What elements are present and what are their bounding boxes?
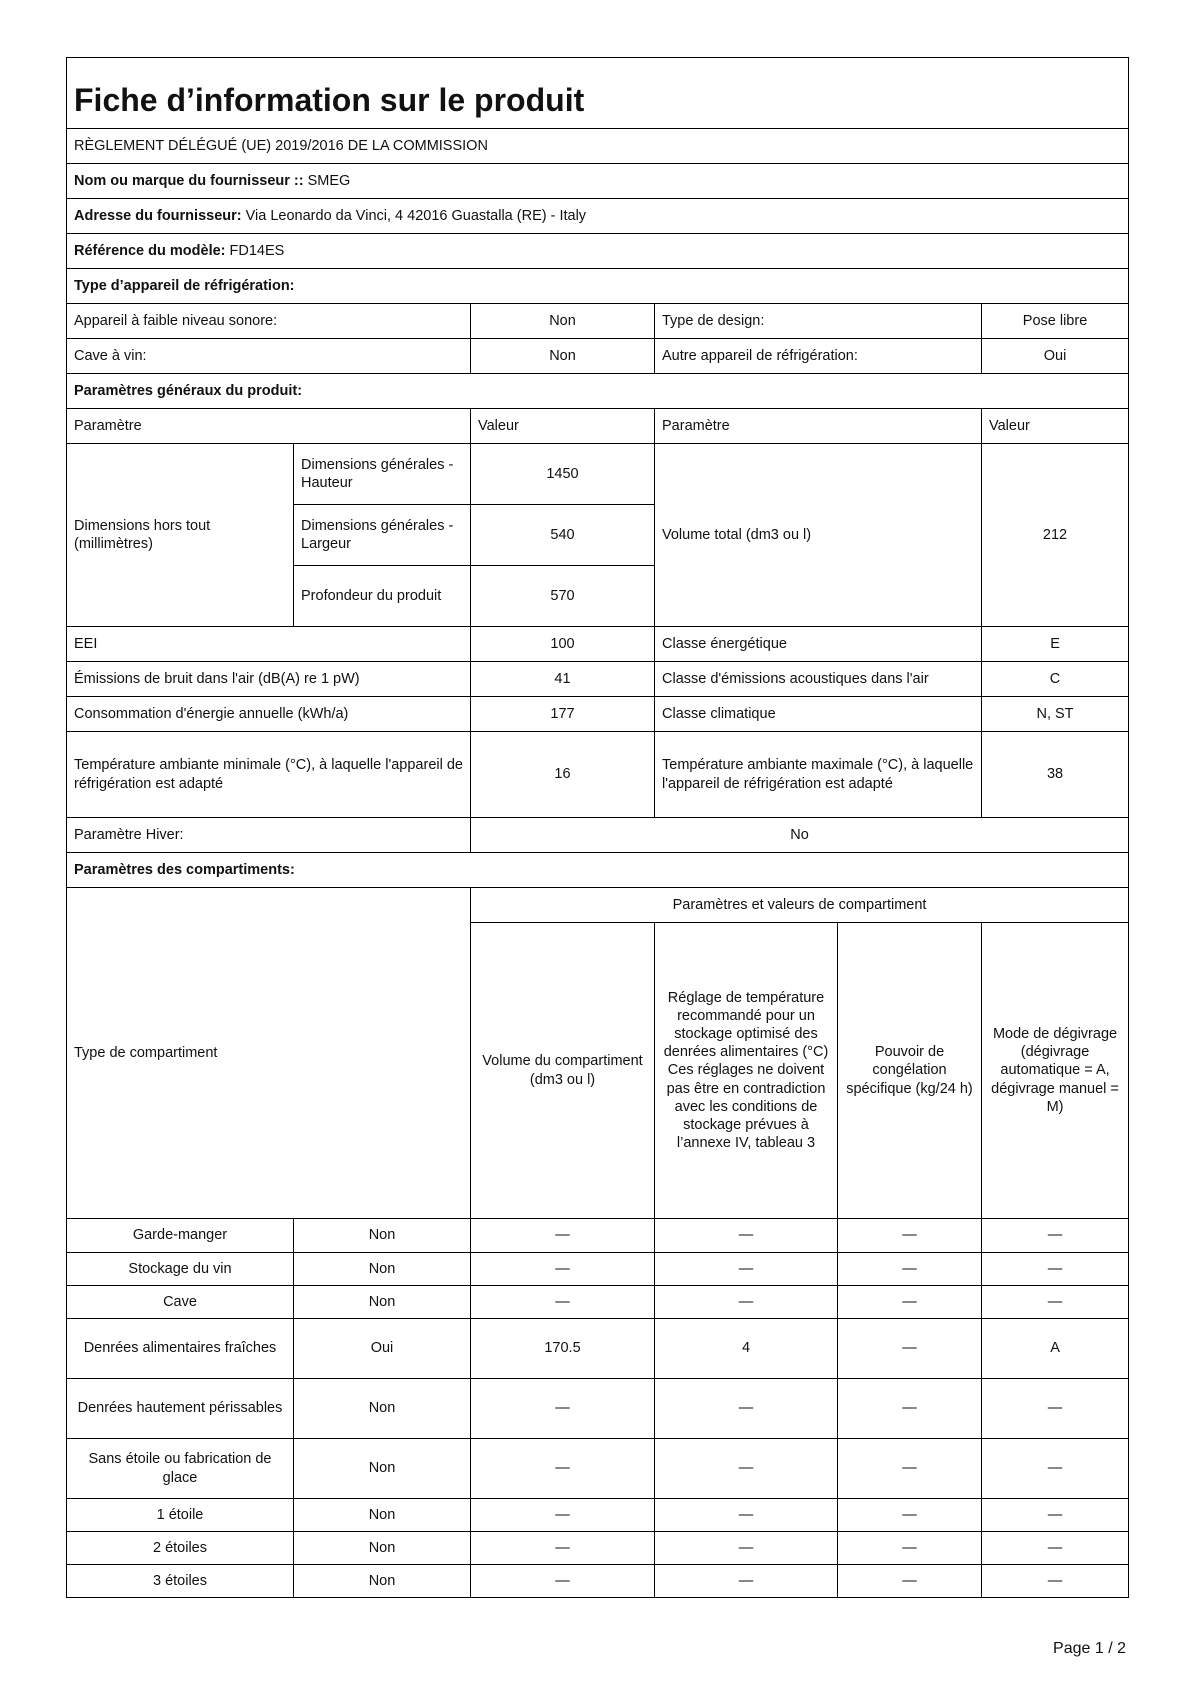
param-value: Non: [471, 339, 655, 374]
compartment-defrost-mode: —: [982, 1499, 1129, 1532]
compartment-name: Cave: [67, 1286, 294, 1319]
compartment-row: [67, 1499, 1129, 1532]
winter-value: No: [471, 818, 1129, 853]
dimensions-label: Dimensions hors tout (millimètres): [67, 444, 294, 627]
compartment-volume: —: [471, 1253, 655, 1286]
compartment-present: Oui: [294, 1319, 471, 1379]
compartment-row: [67, 1379, 1129, 1439]
compartment-volume: —: [471, 1565, 655, 1598]
param-value: N, ST: [982, 697, 1129, 732]
compartment-present: Non: [294, 1379, 471, 1439]
compartment-temperature: —: [655, 1565, 838, 1598]
general-parameters-heading: Paramètres généraux du produit:: [67, 374, 1129, 409]
general-parameter-row: [67, 662, 1129, 697]
compartment-name: Denrées hautement périssables: [67, 1379, 294, 1439]
param-value: C: [982, 662, 1129, 697]
depth-label: Profondeur du produit: [294, 566, 471, 627]
compartment-name: 1 étoile: [67, 1499, 294, 1532]
compartment-freezing-capacity: —: [838, 1286, 982, 1319]
address-row: [67, 199, 1129, 234]
height-value: 1450: [471, 444, 655, 505]
compartment-row: [67, 1319, 1129, 1379]
compartment-row: [67, 1253, 1129, 1286]
compartment-defrost-mode: —: [982, 1379, 1129, 1439]
compartment-name: 3 étoiles: [67, 1565, 294, 1598]
compartment-type-label: Type de compartiment: [67, 888, 471, 1219]
compartment-temperature: —: [655, 1253, 838, 1286]
column-header-value: Valeur: [982, 409, 1129, 444]
param-value: 38: [982, 732, 1129, 818]
address-value: Via Leonardo da Vinci, 4 42016 Guastalla (RE) - Italy: [245, 207, 587, 224]
compartment-defrost-mode: —: [982, 1565, 1129, 1598]
param-value: Pose libre: [982, 304, 1129, 339]
compartment-row: [67, 1286, 1129, 1319]
param-value: Non: [471, 304, 655, 339]
param-value: 177: [471, 697, 655, 732]
compartment-name: Garde-manger: [67, 1219, 294, 1253]
model-row: [67, 234, 1129, 269]
compartment-volume: —: [471, 1532, 655, 1565]
compartment-temperature: —: [655, 1532, 838, 1565]
total-volume-value: 212: [982, 444, 1129, 627]
compartment-temperature: 4: [655, 1319, 838, 1379]
column-header-value: Valeur: [471, 409, 655, 444]
column-header-temperature: Réglage de température recommandé pour un stockage optimisé des denrées alimentaires (°C) Ces réglages ne doivent pas être en contradiction avec les conditions de stockage prévues à l’annexe IV, tableau 3: [655, 923, 838, 1219]
compartment-group-row: [67, 888, 1129, 923]
total-volume-label: Volume total (dm3 ou l): [655, 444, 982, 627]
model-label: Référence du modèle:: [74, 242, 226, 259]
column-header-parameter: Paramètre: [655, 409, 982, 444]
general-header-row: [67, 409, 1129, 444]
general-parameter-row: [67, 697, 1129, 732]
param-value: E: [982, 627, 1129, 662]
winter-label: Paramètre Hiver:: [67, 818, 471, 853]
compartment-present: Non: [294, 1439, 471, 1499]
param-label: Type de design:: [655, 304, 982, 339]
compartment-defrost-mode: A: [982, 1319, 1129, 1379]
compartment-defrost-mode: —: [982, 1286, 1129, 1319]
compartment-defrost-mode: —: [982, 1253, 1129, 1286]
compartment-present: Non: [294, 1286, 471, 1319]
compartment-volume: —: [471, 1499, 655, 1532]
param-label: Consommation d'énergie annuelle (kWh/a): [67, 697, 471, 732]
compartment-freezing-capacity: —: [838, 1439, 982, 1499]
param-value: 16: [471, 732, 655, 818]
supplier-label: Nom ou marque du fournisseur ::: [74, 172, 304, 189]
compartments-heading: Paramètres des compartiments:: [67, 853, 1129, 888]
param-value: 100: [471, 627, 655, 662]
compartment-temperature: —: [655, 1439, 838, 1499]
compartment-freezing-capacity: —: [838, 1253, 982, 1286]
winter-parameter-row: [67, 818, 1129, 853]
compartment-temperature: —: [655, 1219, 838, 1253]
model-value: FD14ES: [229, 242, 285, 259]
compartment-volume: —: [471, 1379, 655, 1439]
supplier-value: SMEG: [307, 172, 351, 189]
param-label: Appareil à faible niveau sonore:: [67, 304, 471, 339]
param-label: Température ambiante maximale (°C), à laquelle l'appareil de réfrigération est adapté: [655, 732, 982, 818]
regulation-reference: RÈGLEMENT DÉLÉGUÉ (UE) 2019/2016 DE LA COMMISSION: [67, 129, 1129, 164]
compartment-freezing-capacity: —: [838, 1319, 982, 1379]
compartment-present: Non: [294, 1532, 471, 1565]
page-title: Fiche d’information sur le produit: [67, 58, 1129, 129]
compartment-row: [67, 1219, 1129, 1253]
param-label: Cave à vin:: [67, 339, 471, 374]
compartment-freezing-capacity: —: [838, 1499, 982, 1532]
address-label: Adresse du fournisseur:: [74, 207, 242, 224]
compartment-name: Stockage du vin: [67, 1253, 294, 1286]
param-label: Classe énergétique: [655, 627, 982, 662]
compartment-name: Denrées alimentaires fraîches: [67, 1319, 294, 1379]
param-label: Classe d'émissions acoustiques dans l'air: [655, 662, 982, 697]
column-header-parameter: Paramètre: [67, 409, 471, 444]
compartment-present: Non: [294, 1499, 471, 1532]
width-value: 540: [471, 505, 655, 566]
compartment-volume: —: [471, 1286, 655, 1319]
param-value: 41: [471, 662, 655, 697]
compartment-freezing-capacity: —: [838, 1565, 982, 1598]
appliance-type-heading: Type d’appareil de réfrigération:: [67, 269, 1129, 304]
width-label: Dimensions générales - Largeur: [294, 505, 471, 566]
compartment-name: Sans étoile ou fabrication de glace: [67, 1439, 294, 1499]
compartment-temperature: —: [655, 1379, 838, 1439]
appliance-type-row: [67, 339, 1129, 374]
param-value: Oui: [982, 339, 1129, 374]
product-information-sheet: [66, 57, 1129, 1598]
general-parameter-row: [67, 627, 1129, 662]
compartment-freezing-capacity: —: [838, 1219, 982, 1253]
compartment-row: [67, 1532, 1129, 1565]
compartment-defrost-mode: —: [982, 1532, 1129, 1565]
compartment-volume: —: [471, 1439, 655, 1499]
compartment-group-header: Paramètres et valeurs de compartiment: [471, 888, 1129, 923]
compartment-present: Non: [294, 1219, 471, 1253]
param-label: Émissions de bruit dans l'air (dB(A) re 1 pW): [67, 662, 471, 697]
general-parameter-row: [67, 732, 1129, 818]
column-header-freezing-capacity: Pouvoir de congélation spécifique (kg/24 h): [838, 923, 982, 1219]
column-header-volume: Volume du compartiment (dm3 ou l): [471, 923, 655, 1219]
compartment-volume: 170.5: [471, 1319, 655, 1379]
page-number: Page 1 / 2: [1053, 1640, 1126, 1657]
depth-value: 570: [471, 566, 655, 627]
compartment-temperature: —: [655, 1286, 838, 1319]
compartment-defrost-mode: —: [982, 1439, 1129, 1499]
height-label: Dimensions générales - Hauteur: [294, 444, 471, 505]
compartment-freezing-capacity: —: [838, 1532, 982, 1565]
param-label: Autre appareil de réfrigération:: [655, 339, 982, 374]
param-label: Température ambiante minimale (°C), à laquelle l'appareil de réfrigération est adapté: [67, 732, 471, 818]
appliance-type-row: [67, 304, 1129, 339]
supplier-row: [67, 164, 1129, 199]
param-label: EEI: [67, 627, 471, 662]
column-header-defrost-mode: Mode de dégivrage (dégivrage automatique = A, dégivrage manuel = M): [982, 923, 1129, 1219]
compartment-temperature: —: [655, 1499, 838, 1532]
compartment-freezing-capacity: —: [838, 1379, 982, 1439]
compartment-row: [67, 1439, 1129, 1499]
param-label: Classe climatique: [655, 697, 982, 732]
compartment-name: 2 étoiles: [67, 1532, 294, 1565]
dimension-row: [67, 444, 1129, 505]
compartment-present: Non: [294, 1565, 471, 1598]
compartment-present: Non: [294, 1253, 471, 1286]
compartment-volume: —: [471, 1219, 655, 1253]
compartment-row: [67, 1565, 1129, 1598]
compartment-defrost-mode: —: [982, 1219, 1129, 1253]
